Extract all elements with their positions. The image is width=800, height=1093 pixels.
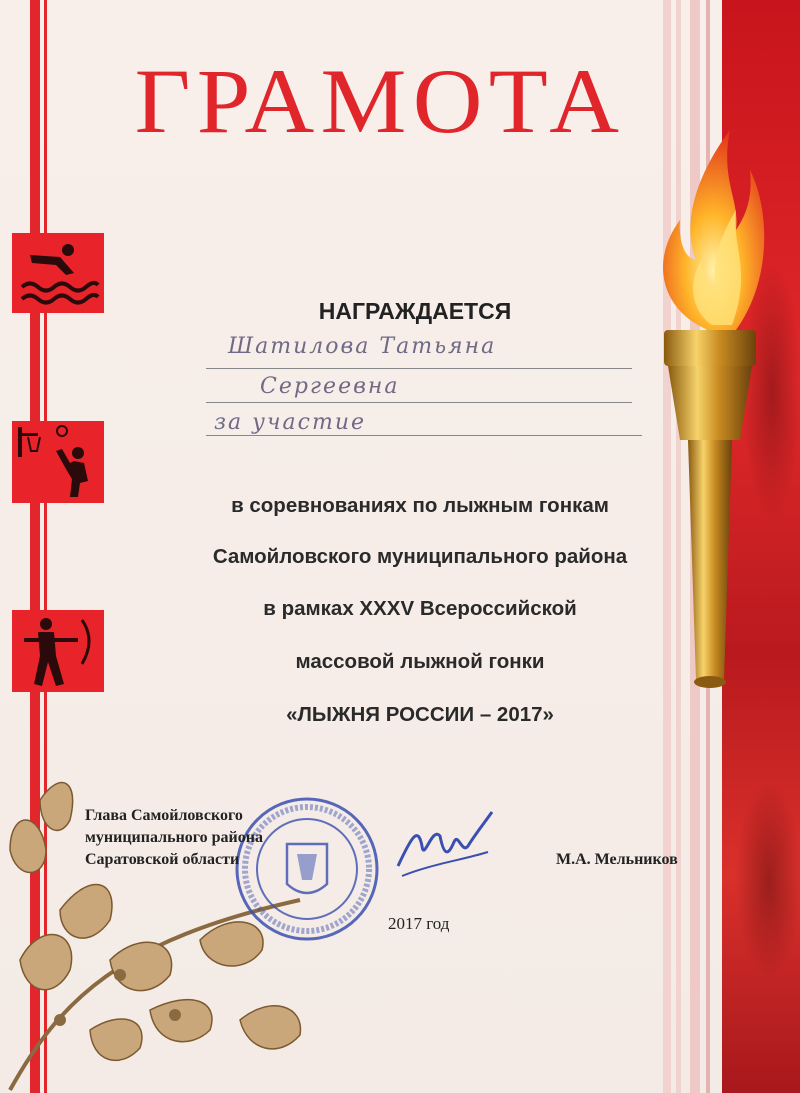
- recipient-name: Шатилова Татьяна: [228, 334, 497, 359]
- signatory-title-3: Саратовской области: [85, 851, 240, 868]
- issue-year: 2017 год: [388, 914, 450, 933]
- certificate-title: ГРАМОТА: [134, 50, 626, 152]
- signatory-title-2: муниципального района: [85, 829, 263, 846]
- reason-text: за участие: [214, 410, 367, 435]
- awarded-label: НАГРАЖДАЕТСЯ: [318, 298, 512, 324]
- body-line-2: Самойловского муниципального района: [212, 545, 628, 568]
- basketball-icon: [12, 421, 104, 503]
- archery-icon: [12, 610, 104, 692]
- event-name: «ЛЫЖНЯ РОССИИ – 2017»: [286, 703, 554, 726]
- body-line-1: в соревнованиях по лыжным гонкам: [231, 494, 609, 517]
- recipient-line-3: [206, 435, 642, 436]
- recipient-line-2: [206, 402, 632, 403]
- recipient-line-1: [206, 368, 632, 369]
- signature-icon: [392, 806, 502, 886]
- recipient-patronymic: Сергеевна: [260, 374, 400, 399]
- body-line-4: массовой лыжной гонки: [295, 650, 545, 673]
- signatory-title-1: Глава Самойловского: [85, 807, 243, 824]
- official-seal-icon: [232, 794, 382, 944]
- swimming-icon: [12, 233, 104, 313]
- signatory-name: М.А. Мельников: [556, 851, 678, 868]
- body-line-3: в рамках XXXV Всероссийской: [263, 597, 577, 620]
